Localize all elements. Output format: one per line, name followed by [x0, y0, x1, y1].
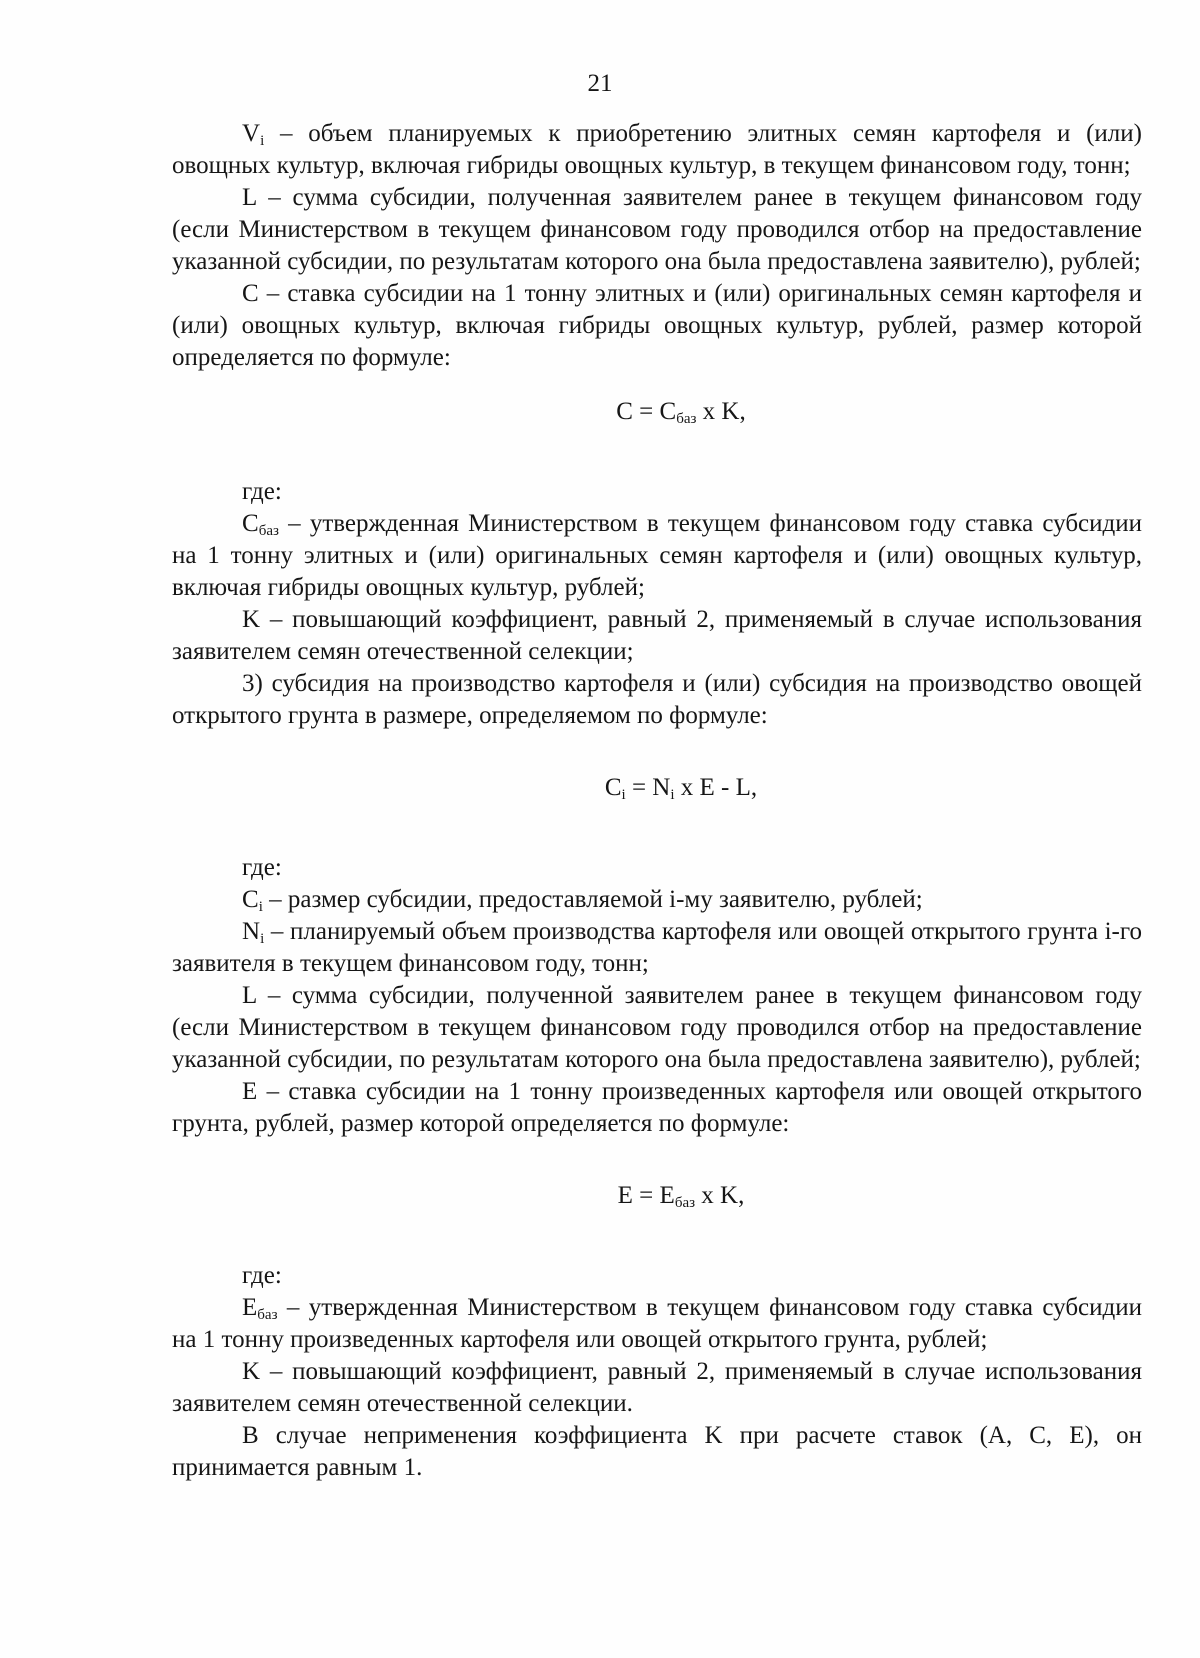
paragraph-l2-definition: L – сумма субсидии, полученной заявителем ранее в текущем финансовом году (если Министерством в текущем финансовом году проводился отбор на предоставление указанной субсидии, по результатам которого она была предоставлена заявителю), рублей;: [172, 982, 1142, 1073]
symbol-letter: V: [242, 120, 261, 147]
definition-text: – утвержденная Министерством в текущем финансовом году ставка субсидии на 1 тонну элитных и (или) оригинальных семян картофеля и (или) овощных культур, включая гибриды овощных культур, рублей;: [172, 510, 1142, 601]
symbol-ci: [242, 886, 263, 913]
definition-text: – планируемый объем производства картофеля или овощей открытого грунта i-го заявителя в текущем финансовом году, тонн;: [172, 918, 1142, 977]
paragraph-final-note: В случае неприменения коэффициента K при расчете ставок (А, С, Е), он принимается равным 1.: [172, 1422, 1142, 1481]
formula-ci: [172, 772, 1142, 804]
document-body: [172, 118, 1142, 1484]
symbol-subscript: i: [260, 931, 265, 947]
formula-text: x K,: [696, 398, 746, 425]
symbol-vi: [242, 120, 264, 147]
paragraph-e-definition: E – ставка субсидии на 1 тонну произведенных картофеля или овощей открытого грунта, рублей, размер которой определяется по формуле:: [172, 1078, 1142, 1137]
paragraph-ni-definition: [172, 916, 1142, 980]
symbol-subscript: i: [258, 899, 263, 915]
formula-text: C = C: [616, 398, 677, 425]
paragraph-k2-definition: K – повышающий коэффициент, равный 2, применяемый в случае использования заявителем семян отечественной селекции.: [172, 1358, 1142, 1417]
where-label: где:: [242, 1262, 282, 1289]
definition-text: – утвержденная Министерством в текущем финансовом году ставка субсидии на 1 тонну произведенных картофеля или овощей открытого грунта, рублей;: [172, 1294, 1142, 1353]
symbol-ebaz: [242, 1294, 278, 1321]
paragraph-vi-definition: [172, 118, 1142, 182]
symbol-letter: E: [242, 1294, 258, 1321]
definition-text: – объем планируемых к приобретению элитных семян картофеля и (или) овощных культур, включая гибриды овощных культур, в текущем финансовом году, тонн;: [172, 120, 1142, 179]
formula-text: C: [604, 774, 622, 801]
paragraph-k-definition: K – повышающий коэффициент, равный 2, применяемый в случае использования заявителем семян отечественной селекции;: [172, 606, 1142, 665]
paragraph-cbaz-definition: [172, 508, 1142, 604]
formula-subscript: баз: [676, 411, 697, 427]
paragraph-c-definition: С – ставка субсидии на 1 тонну элитных и (или) оригинальных семян картофеля и (или) овощных культур, включая гибриды овощных культур, рублей, размер которой определяется по формуле:: [172, 280, 1142, 371]
formula-c: [172, 396, 1142, 428]
paragraph-ci-definition: [172, 884, 1142, 916]
formula-text: x K,: [695, 1182, 745, 1209]
paragraph-item-3: 3) субсидия на производство картофеля и (или) субсидия на производство овощей открытого грунта в размере, определяемом по формуле:: [172, 670, 1142, 729]
formula-subscript: баз: [674, 1195, 696, 1211]
symbol-letter: C: [242, 886, 259, 913]
symbol-cbaz: [242, 510, 279, 537]
formula-text: x E - L,: [674, 774, 758, 801]
paragraph-l-definition: L – сумма субсидии, полученная заявителем ранее в текущем финансовом году (если Министерством в текущем финансовом году проводился отбор на предоставление указанной субсидии, по результатам которого она была предоставлена заявителю), рублей;: [172, 184, 1142, 275]
symbol-subscript: баз: [258, 523, 279, 539]
page-number: 21: [587, 70, 613, 97]
formula-e: [172, 1180, 1142, 1212]
formula-subscript: i: [621, 787, 626, 803]
where-label: где:: [242, 854, 282, 881]
formula-text: = N: [625, 774, 671, 801]
symbol-subscript: баз: [257, 1307, 278, 1323]
paragraph-ebaz-definition: [172, 1292, 1142, 1356]
formula-text: E = E: [617, 1182, 675, 1209]
symbol-ni: [242, 918, 264, 945]
definition-text: – размер субсидии, предоставляемой i-му заявителю, рублей;: [262, 886, 923, 913]
where-label: где:: [242, 478, 282, 505]
symbol-letter: C: [242, 510, 259, 537]
symbol-letter: N: [242, 918, 261, 945]
symbol-subscript: i: [260, 133, 265, 149]
formula-subscript: i: [670, 787, 675, 803]
